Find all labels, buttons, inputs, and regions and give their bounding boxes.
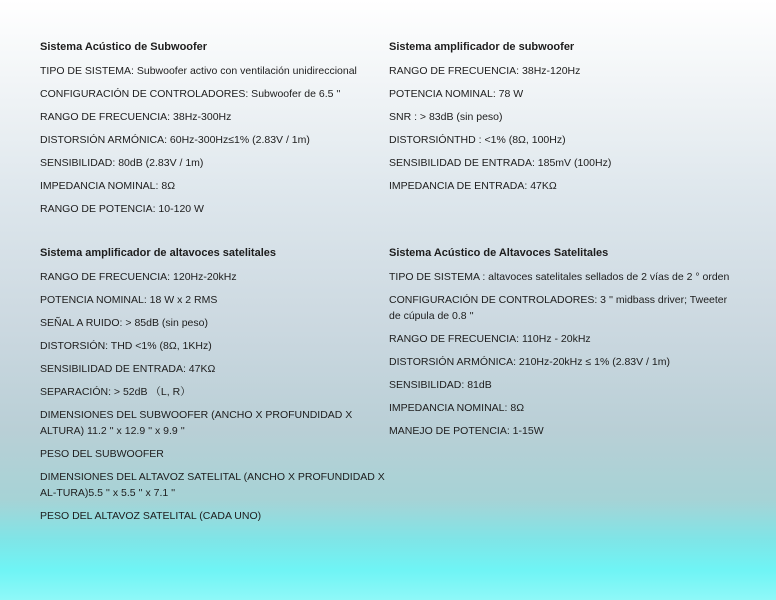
spec-row: DISTORSIÓN: THD <1% (8Ω, 1KHz) — [40, 340, 212, 352]
spec-row: IMPEDANCIA NOMINAL: 8Ω — [40, 180, 176, 192]
spec-row: DIMENSIONES DEL SUBWOOFER (ANCHO X PROFUNDIDAD X ALTURA) 11.2 '' x 12.9 '' x 9.9 '' — [40, 409, 353, 437]
spec-row: MANEJO DE POTENCIA: 1-15W — [389, 425, 544, 437]
section-title: Sistema amplificador de subwoofer — [389, 41, 575, 53]
spec-row: SNR : > 83dB (sin peso) — [389, 111, 503, 123]
spec-row: SENSIBILIDAD: 81dB — [389, 379, 492, 391]
spec-row: POTENCIA NOMINAL: 18 W x 2 RMS — [40, 294, 218, 306]
spec-row: DISTORSIÓNTHD : <1% (8Ω, 100Hz) — [389, 134, 566, 146]
spec-row: SENSIBILIDAD DE ENTRADA: 185mV (100Hz) — [389, 157, 612, 169]
spec-row: RANGO DE POTENCIA: 10-120 W — [40, 203, 204, 215]
spec-row: IMPEDANCIA NOMINAL: 8Ω — [389, 402, 525, 414]
spec-row: IMPEDANCIA DE ENTRADA: 47KΩ — [389, 180, 557, 192]
spec-row: SENSIBILIDAD: 80dB (2.83V / 1m) — [40, 157, 204, 169]
section-title: Sistema Acústico de Altavoces Satelitales — [389, 247, 609, 259]
spec-row: TIPO DE SISTEMA: Subwoofer activo con ventilación unidireccional — [40, 65, 357, 77]
subwoofer-amplifier-section — [389, 40, 739, 201]
spec-row: DISTORSIÓN ARMÓNICA: 210Hz-20kHz ≤ 1% (2.83V / 1m) — [389, 356, 670, 368]
subwoofer-acoustic-section — [40, 40, 380, 224]
spec-row: TIPO DE SISTEMA : altavoces satelitales sellados de 2 vías de 2 ° orden — [389, 271, 730, 283]
spec-row: POTENCIA NOMINAL: 78 W — [389, 88, 524, 100]
spec-row: CONFIGURACIÓN DE CONTROLADORES: Subwoofer de 6.5 '' — [40, 88, 341, 100]
satellite-acoustic-section — [389, 246, 739, 446]
section-title: Sistema amplificador de altavoces satelitales — [40, 247, 277, 259]
spec-row: SEÑAL A RUIDO: > 85dB (sin peso) — [40, 317, 208, 329]
spec-row: SEPARACIÓN: > 52dB （L, R） — [40, 386, 191, 398]
spec-row: RANGO DE FRECUENCIA: 120Hz-20kHz — [40, 271, 237, 283]
spec-row: DISTORSIÓN ARMÓNICA: 60Hz-300Hz≤1% (2.83V / 1m) — [40, 134, 310, 146]
spec-row: PESO DEL SUBWOOFER — [40, 448, 164, 460]
spec-row: CONFIGURACIÓN DE CONTROLADORES: 3 '' midbass driver; Tweeter de cúpula de 0.8 '' — [389, 294, 728, 322]
section-title: Sistema Acústico de Subwoofer — [40, 41, 208, 53]
spec-row: SENSIBILIDAD DE ENTRADA: 47KΩ — [40, 363, 216, 375]
spec-row: DIMENSIONES DEL ALTAVOZ SATELITAL (ANCHO X PROFUNDIDAD X AL-TURA)5.5 '' x 5.5 '' x 7.1 '' — [40, 471, 385, 499]
satellite-amplifier-section — [40, 246, 385, 531]
spec-row: PESO DEL ALTAVOZ SATELITAL (CADA UNO) — [40, 510, 262, 522]
spec-row: RANGO DE FRECUENCIA: 110Hz - 20kHz — [389, 333, 591, 345]
spec-row: RANGO DE FRECUENCIA: 38Hz-120Hz — [389, 65, 581, 77]
spec-row: RANGO DE FRECUENCIA: 38Hz-300Hz — [40, 111, 232, 123]
